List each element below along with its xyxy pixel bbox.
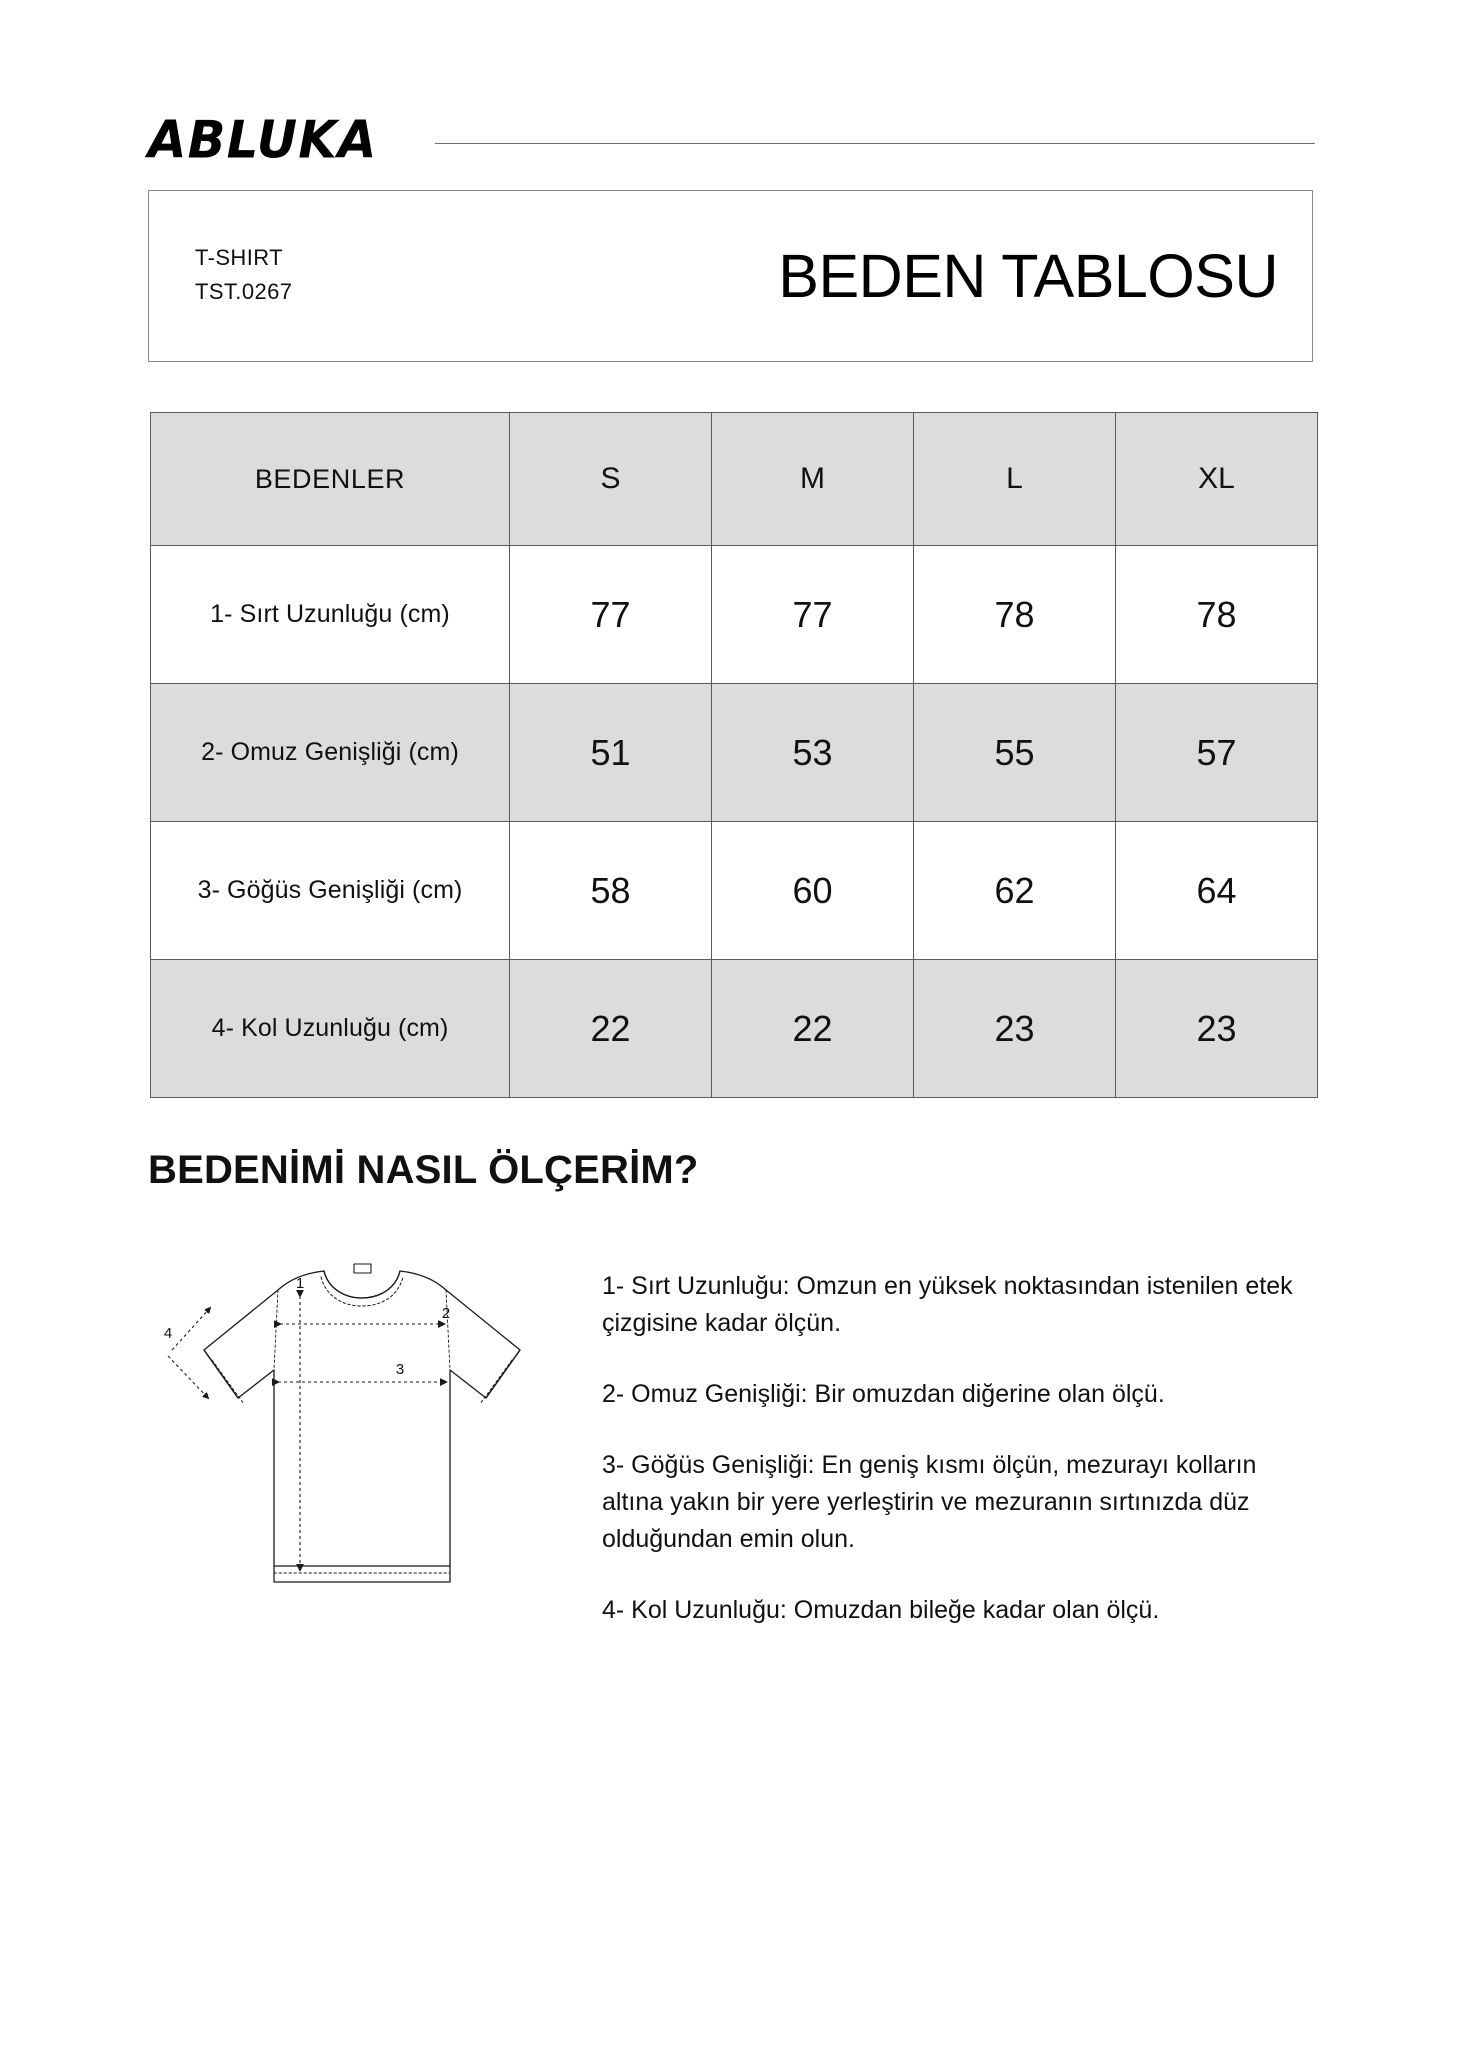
column-header-l: L [914,413,1116,546]
cell-value: 78 [1116,546,1318,684]
abluka-logo: ABLUKA [148,110,378,171]
cell-value: 77 [510,546,712,684]
measurement-note-3: 3- Göğüs Genişliği: En geniş kısmı ölçün, mezurayı kolların altına yakın bir yere yerleştirin ve mezuranın sırtınızda düz olduğundan emin olun. [602,1451,1257,1553]
header-divider-rule [435,143,1315,144]
diagram-label-3: 3 [395,1361,405,1378]
table-header-row [151,413,1318,546]
brand-header [148,110,1315,171]
cell-value: 58 [510,822,712,960]
diagram-label-1: 1 [295,1275,305,1292]
measure-arrow-4 [172,1308,210,1350]
row-label: 3- Göğüs Genişliği (cm) [151,822,510,960]
product-type-label: T-SHIRT [195,245,283,270]
product-identity [195,241,292,309]
column-header-bedenler: BEDENLER [151,413,510,546]
cell-value: 77 [712,546,914,684]
cell-value: 64 [1116,822,1318,960]
column-header-xl: XL [1116,413,1318,546]
cell-value: 22 [510,960,712,1098]
cell-value: 55 [914,684,1116,822]
measurement-note-2: 2- Omuz Genişliği: Bir omuzdan diğerine olan ölçü. [602,1380,1165,1408]
how-to-measure-heading: BEDENİMİ NASIL ÖLÇERİM? [148,1148,699,1192]
cell-value: 51 [510,684,712,822]
cell-value: 53 [712,684,914,822]
product-code-label: TST.0267 [195,279,293,305]
measurement-notes [602,1268,1302,1629]
page-title: BEDEN TABLOSU [778,242,1278,310]
title-box [148,190,1313,362]
tshirt-measurement-diagram [128,1252,548,1652]
table-row [151,546,1318,684]
diagram-label-4: 4 [163,1325,173,1342]
measurement-note-4: 4- Kol Uzunluğu: Omuzdan bileğe kadar olan ölçü. [602,1596,1160,1624]
cell-value: 23 [914,960,1116,1098]
column-header-s: S [510,413,712,546]
row-label: 4- Kol Uzunluğu (cm) [151,960,510,1098]
cell-value: 23 [1116,960,1318,1098]
measurement-note-1: 1- Sırt Uzunluğu: Omzun en yüksek noktasından istenilen etek çizgisine kadar ölçün. [602,1272,1293,1337]
cell-value: 60 [712,822,914,960]
row-label: 2- Omuz Genişliği (cm) [151,684,510,822]
size-chart-table [150,412,1318,1098]
diagram-label-2: 2 [441,1305,451,1322]
cell-value: 78 [914,546,1116,684]
tshirt-diagram-svg [128,1252,548,1652]
column-header-m: M [712,413,914,546]
cell-value: 57 [1116,684,1318,822]
cell-value: 62 [914,822,1116,960]
table-row [151,960,1318,1098]
row-label: 1- Sırt Uzunluğu (cm) [151,546,510,684]
cell-value: 22 [712,960,914,1098]
table-row [151,822,1318,960]
table-row [151,684,1318,822]
